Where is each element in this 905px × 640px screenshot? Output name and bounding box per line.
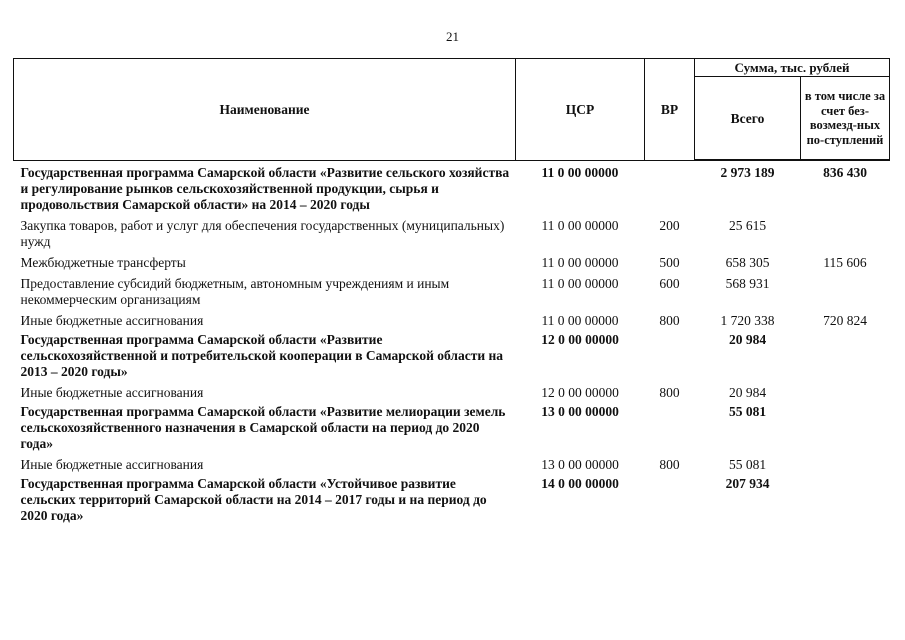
row-free-receipts: 115 606 <box>823 254 867 270</box>
header-sum-group: Сумма, тыс. рублей <box>695 59 890 77</box>
row-total: 55 081 <box>728 456 767 472</box>
row-total: 25 615 <box>728 217 767 233</box>
row-total: 20 984 <box>728 384 767 400</box>
row-vr: 500 <box>659 254 680 270</box>
row-free-receipts <box>801 383 890 404</box>
row-vr: 800 <box>659 456 680 472</box>
row-vr: 800 <box>659 384 680 400</box>
row-vr: 800 <box>659 312 680 328</box>
page-number: 21 <box>446 29 459 44</box>
row-vr: 600 <box>659 275 680 291</box>
table-row <box>14 216 890 253</box>
row-name: Государственная программа Самарской области «Развитие сельского хозяйства и регулирование рынков сельскохозяйственной продукции, сырья и продовольствия Самарской области» на 2014 – 2020 годы <box>20 164 510 212</box>
row-free-receipts <box>801 216 890 253</box>
program-row <box>14 404 890 455</box>
row-free-receipts <box>801 404 890 455</box>
row-csr: 13 0 00 00000 <box>541 456 619 472</box>
row-free-receipts: 720 824 <box>823 312 867 328</box>
header-vr: ВР <box>645 59 695 161</box>
row-csr: 11 0 00 00000 <box>541 164 619 180</box>
row-total: 20 984 <box>728 331 767 347</box>
row-total: 568 931 <box>725 275 770 291</box>
row-free-receipts <box>801 332 890 383</box>
table-row <box>14 274 890 311</box>
row-name: Государственная программа Самарской области «Развитие сельскохозяйственной и потребительской кооперации в Самарской области на 2013 – 2020 годы» <box>20 331 504 379</box>
row-name: Иные бюджетные ассигнования <box>20 384 204 400</box>
row-csr: 14 0 00 00000 <box>541 475 619 491</box>
table-row <box>14 383 890 404</box>
row-name: Государственная программа Самарской области «Устойчивое развитие сельских территорий Самарской области на 2014 – 2017 годы и на период до 2020 года» <box>20 475 487 523</box>
table-row <box>14 455 890 476</box>
header-free-receipts: в том числе за счет без-возмезд-ных по-ступлений <box>801 77 890 161</box>
row-free-receipts <box>801 455 890 476</box>
row-name: Иные бюджетные ассигнования <box>20 312 204 328</box>
row-csr: 11 0 00 00000 <box>541 312 619 328</box>
row-free-receipts <box>801 476 890 527</box>
budget-table <box>13 58 889 527</box>
row-vr: 200 <box>659 217 680 233</box>
header-total: Всего <box>695 77 801 161</box>
row-name: Иные бюджетные ассигнования <box>20 456 204 472</box>
row-vr <box>645 476 695 527</box>
table-body <box>14 160 890 527</box>
table-row <box>14 253 890 274</box>
row-csr: 12 0 00 00000 <box>541 384 619 400</box>
row-total: 658 305 <box>725 254 770 270</box>
row-total: 1 720 338 <box>720 312 775 328</box>
program-row <box>14 476 890 527</box>
row-total: 55 081 <box>728 403 767 419</box>
table-row <box>14 311 890 332</box>
row-total: 2 973 189 <box>720 165 775 180</box>
budget-table-grid <box>13 58 890 527</box>
row-csr: 11 0 00 00000 <box>541 217 619 233</box>
row-free-receipts <box>801 274 890 311</box>
row-name: Межбюджетные трансферты <box>20 254 186 270</box>
header-csr: ЦСР <box>516 59 645 161</box>
header-name: Наименование <box>14 59 516 161</box>
row-vr <box>645 160 695 216</box>
table-header <box>14 59 890 161</box>
row-name: Закупка товаров, работ и услуг для обеспечения государственных (муниципальных) нужд <box>20 217 505 249</box>
program-row <box>14 160 890 216</box>
row-vr <box>645 332 695 383</box>
program-row <box>14 332 890 383</box>
row-csr: 11 0 00 00000 <box>541 275 619 291</box>
row-name: Предоставление субсидий бюджетным, автономным учреждениям и иным некоммерческим организациям <box>20 275 450 307</box>
row-csr: 12 0 00 00000 <box>541 331 619 347</box>
row-name: Государственная программа Самарской области «Развитие мелиорации земель сельскохозяйственного назначения в Самарской области на период до 2020 года» <box>20 403 506 451</box>
row-csr: 13 0 00 00000 <box>541 403 619 419</box>
row-csr: 11 0 00 00000 <box>541 254 619 270</box>
row-vr <box>645 404 695 455</box>
row-total: 207 934 <box>725 475 770 491</box>
row-free-receipts: 836 430 <box>823 165 867 180</box>
